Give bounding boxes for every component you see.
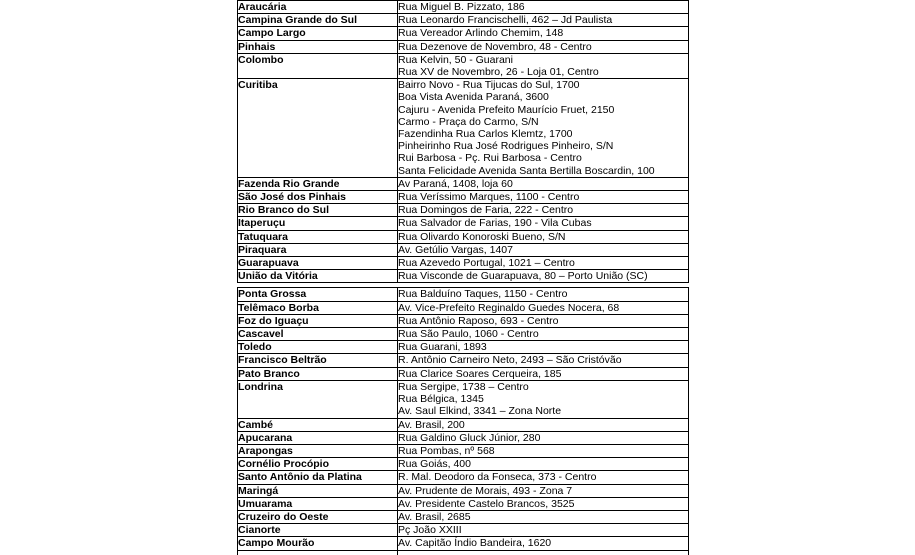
address-cell — [398, 354, 689, 367]
table-row — [238, 328, 689, 341]
address-line: Rua Antônio Raposo, 693 - Centro — [398, 314, 559, 327]
address-cell — [398, 418, 689, 431]
address-line: Cajuru - Avenida Prefeito Maurício Fruet, 2150 — [398, 103, 615, 116]
city-cell: Guarapuava — [238, 257, 398, 270]
city-cell: Cambé — [238, 418, 398, 431]
city-cell: São José dos Pinhais — [238, 191, 398, 204]
table-row — [238, 510, 689, 523]
address-line: Boa Vista Avenida Paraná, 3600 — [398, 91, 549, 104]
address-line: Rua Galdino Gluck Júnior, 280 — [398, 431, 541, 444]
city-address-table — [237, 0, 689, 283]
table-row — [238, 497, 689, 510]
address-cell — [398, 191, 689, 204]
address-line: R. Antônio Carneiro Neto, 2493 – São Cristóvão — [398, 354, 622, 367]
table-row-clipped — [238, 550, 689, 555]
city-cell: Campo Largo — [238, 27, 398, 40]
city-cell: Francisco Beltrão — [238, 354, 398, 367]
address-line: Rua Domingos de Faria, 222 - Centro — [398, 204, 574, 217]
table-row — [238, 177, 689, 190]
city-cell — [238, 550, 398, 555]
city-cell: Santo Antônio da Platina — [238, 471, 398, 484]
address-cell — [398, 510, 689, 523]
address-line: Rua Clarice Soares Cerqueira, 185 — [398, 367, 562, 380]
address-cell — [398, 301, 689, 314]
city-cell: Cascavel — [238, 328, 398, 341]
address-cell — [398, 217, 689, 230]
address-line: Av. Presidente Castelo Brancos, 3525 — [398, 497, 575, 510]
city-cell: Araucária — [238, 1, 398, 14]
city-cell: Toledo — [238, 341, 398, 354]
city-cell: Foz do Iguaçu — [238, 314, 398, 327]
table-row — [238, 484, 689, 497]
address-cell — [398, 1, 689, 14]
address-line: Rua São Paulo, 1060 - Centro — [398, 328, 539, 341]
address-line: Rua Guarani, 1893 — [398, 341, 487, 354]
address-cell — [398, 27, 689, 40]
city-cell: Colombo — [238, 53, 398, 78]
city-cell: Arapongas — [238, 444, 398, 457]
city-cell: Cruzeiro do Oeste — [238, 510, 398, 523]
address-table-sections — [237, 0, 689, 555]
table-row — [238, 418, 689, 431]
address-cell — [398, 53, 689, 78]
table-row — [238, 380, 689, 418]
address-cell — [398, 471, 689, 484]
city-cell: Piraquara — [238, 243, 398, 256]
city-cell: Maringá — [238, 484, 398, 497]
address-cell — [398, 367, 689, 380]
table-row — [238, 314, 689, 327]
table-row — [238, 230, 689, 243]
address-line: Rua Veríssimo Marques, 1100 - Centro — [398, 191, 580, 204]
table-row — [238, 79, 689, 178]
address-line: Rui Barbosa - Pç. Rui Barbosa - Centro — [398, 152, 582, 165]
address-cell — [398, 380, 689, 418]
address-line: Fazendinha Rua Carlos Klemtz, 1700 — [398, 128, 573, 141]
address-cell — [398, 257, 689, 270]
address-line: Pç João XXIII — [398, 524, 462, 537]
address-line: Rua Sergipe, 1738 – Centro — [398, 380, 529, 393]
address-line: Av. Capitão Índio Bandeira, 1620 — [398, 537, 552, 550]
city-cell: Rio Branco do Sul — [238, 204, 398, 217]
address-line: Rua Olivardo Konoroski Bueno, S/N — [398, 230, 566, 243]
address-line: Bairro Novo - Rua Tijucas do Sul, 1700 — [398, 79, 580, 92]
address-line: Rua Miguel B. Pizzato, 186 — [398, 1, 525, 13]
city-cell: Pinhais — [238, 40, 398, 53]
table-row — [238, 458, 689, 471]
address-line: Av. Brasil, 2685 — [398, 510, 471, 523]
table-row — [238, 367, 689, 380]
table-row — [238, 53, 689, 78]
address-cell — [398, 537, 689, 550]
address-line: Rua Kelvin, 50 - Guarani — [398, 53, 513, 66]
table-row — [238, 1, 689, 14]
address-line: Av Paraná, 1408, loja 60 — [398, 177, 513, 190]
city-cell: Apucarana — [238, 431, 398, 444]
address-line: Rua Bélgica, 1345 — [398, 393, 484, 406]
address-line: Av. Vice-Prefeito Reginaldo Guedes Nocera, 68 — [398, 301, 620, 314]
city-cell: Itaperuçu — [238, 217, 398, 230]
address-line: Rua Salvador de Farias, 190 - Vila Cubas — [398, 217, 592, 230]
address-cell — [398, 288, 689, 301]
city-cell: Londrina — [238, 380, 398, 418]
address-line: R. Mal. Deodoro da Fonseca, 373 - Centro — [398, 471, 597, 484]
city-address-table-container — [237, 0, 689, 555]
city-cell: Cornélio Procópio — [238, 458, 398, 471]
address-cell — [398, 550, 689, 555]
address-line: Rua XV de Novembro, 26 - Loja 01, Centro — [398, 66, 599, 79]
table-row — [238, 40, 689, 53]
city-cell: Telêmaco Borba — [238, 301, 398, 314]
table-row — [238, 524, 689, 537]
address-cell — [398, 444, 689, 457]
table-row — [238, 204, 689, 217]
address-line: Rua Leonardo Francischelli, 462 – Jd Paulista — [398, 14, 613, 27]
city-cell: Campina Grande do Sul — [238, 14, 398, 27]
city-cell: Pato Branco — [238, 367, 398, 380]
address-line: Rua Balduíno Taques, 1150 - Centro — [398, 288, 568, 301]
table-row — [238, 27, 689, 40]
address-line: Av. Getúlio Vargas, 1407 — [398, 243, 513, 256]
table-row — [238, 471, 689, 484]
city-address-table — [237, 287, 689, 555]
address-line: Pinheirinho Rua José Rodrigues Pinheiro, S/N — [398, 140, 614, 153]
address-cell — [398, 14, 689, 27]
address-cell — [398, 40, 689, 53]
city-cell: Cianorte — [238, 524, 398, 537]
table-row — [238, 288, 689, 301]
address-cell — [398, 230, 689, 243]
table-row — [238, 191, 689, 204]
address-line: Santa Felicidade Avenida Santa Bertilla Boscardin, 100 — [398, 164, 655, 177]
address-line: Av. Brasil, 200 — [398, 418, 465, 431]
address-cell — [398, 314, 689, 327]
table-row — [238, 301, 689, 314]
city-cell: Tatuquara — [238, 230, 398, 243]
address-cell — [398, 484, 689, 497]
address-line: Rua Vereador Arlindo Chemim, 148 — [398, 27, 564, 40]
city-cell: Campo Mourão — [238, 537, 398, 550]
table-row — [238, 341, 689, 354]
city-cell: Curitiba — [238, 79, 398, 178]
address-line: Av. Saul Elkind, 3341 – Zona Norte — [398, 405, 562, 418]
city-cell: Ponta Grossa — [238, 288, 398, 301]
address-line: Rua Goiás, 400 — [398, 458, 471, 471]
address-line: Rua Visconde de Guarapuava, 80 – Porto União (SC) — [398, 270, 648, 283]
table-row — [238, 217, 689, 230]
table-row — [238, 354, 689, 367]
address-cell — [398, 270, 689, 283]
city-cell: União da Vitória — [238, 270, 398, 283]
address-line: Rua Azevedo Portugal, 1021 – Centro — [398, 257, 575, 270]
table-row — [238, 444, 689, 457]
city-cell: Umuarama — [238, 497, 398, 510]
address-line: Carmo - Praça do Carmo, S/N — [398, 115, 539, 128]
address-cell — [398, 497, 689, 510]
address-cell — [398, 177, 689, 190]
table-row — [238, 537, 689, 550]
address-cell — [398, 328, 689, 341]
address-cell — [398, 79, 689, 178]
address-cell — [398, 341, 689, 354]
address-cell — [398, 431, 689, 444]
address-cell — [398, 524, 689, 537]
address-cell — [398, 204, 689, 217]
table-row — [238, 270, 689, 283]
table-row — [238, 14, 689, 27]
address-line: Av. Prudente de Morais, 493 - Zona 7 — [398, 484, 573, 497]
address-line: Rua Pombas, nº 568 — [398, 444, 495, 457]
city-cell: Fazenda Rio Grande — [238, 177, 398, 190]
table-row — [238, 257, 689, 270]
address-cell — [398, 243, 689, 256]
table-row — [238, 431, 689, 444]
address-line: Rua Dezenove de Novembro, 48 - Centro — [398, 40, 592, 53]
table-row — [238, 243, 689, 256]
address-cell — [398, 458, 689, 471]
